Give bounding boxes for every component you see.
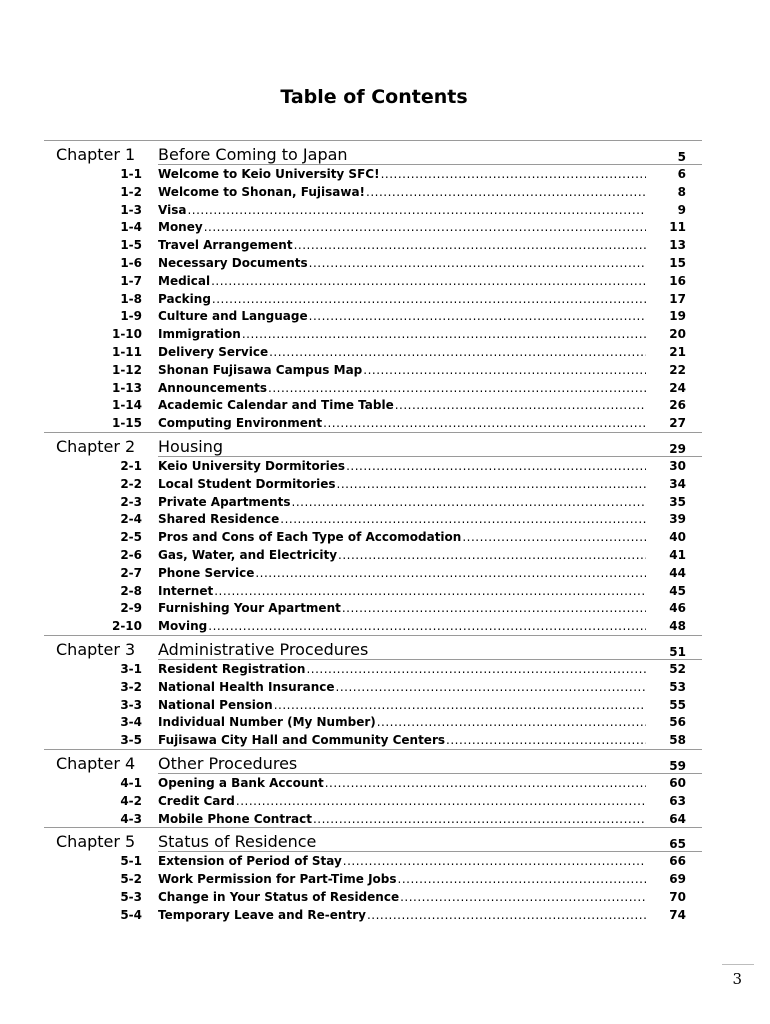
section-number: 1-7 <box>120 273 142 288</box>
section-title: Money <box>158 220 203 235</box>
section-page: 53 <box>669 679 686 694</box>
section-number: 2-7 <box>120 565 142 580</box>
section-leader <box>158 584 646 598</box>
section-number: 2-4 <box>120 512 142 527</box>
section-title: Computing Environment <box>158 416 323 431</box>
section-title: Pros and Cons of Each Type of Accomodation <box>158 530 462 545</box>
section-title: Extension of Period of Stay <box>158 854 342 869</box>
section-leader <box>158 203 646 217</box>
section-title: Delivery Service <box>158 344 269 359</box>
chapter-title: Other Procedures <box>158 753 298 773</box>
toc-entry[interactable] <box>44 774 702 792</box>
section-title: Change in Your Status of Residence <box>158 889 400 904</box>
section-title: Temporary Leave and Re-entry <box>158 907 366 922</box>
section-number: 2-9 <box>120 601 142 616</box>
section-title: Opening a Bank Account <box>158 775 324 790</box>
page-title: Table of Contents <box>280 86 468 108</box>
section-title: Moving <box>158 619 208 634</box>
section-page: 35 <box>669 494 686 509</box>
chapter-heading[interactable] <box>44 432 702 457</box>
toc-entry[interactable] <box>44 325 702 343</box>
toc-entry[interactable] <box>44 510 702 528</box>
chapter-title: Before Coming to Japan <box>158 145 348 164</box>
section-number: 3-2 <box>120 679 142 694</box>
toc-entry[interactable] <box>44 599 702 617</box>
footer-divider <box>722 964 754 965</box>
section-title: Necessary Documents <box>158 255 308 270</box>
toc-entry[interactable] <box>44 906 702 924</box>
section-number: 4-3 <box>120 811 142 826</box>
section-page: 6 <box>677 167 686 181</box>
section-number: 2-3 <box>120 494 142 509</box>
section-number: 3-5 <box>120 733 142 748</box>
section-title: Packing <box>158 291 211 306</box>
section-leader <box>158 854 646 868</box>
section-leader <box>158 812 646 826</box>
section-leader <box>158 345 646 359</box>
section-number: 4-1 <box>120 775 142 790</box>
section-title: National Pension <box>158 697 273 712</box>
toc-entry[interactable] <box>44 201 702 219</box>
section-title: Credit Card <box>158 793 235 808</box>
section-title: Culture and Language <box>158 309 308 324</box>
section-leader <box>158 601 646 615</box>
section-number: 5-3 <box>120 889 142 904</box>
section-title: Shonan Fujisawa Campus Map <box>158 362 363 377</box>
toc-entry[interactable] <box>44 678 702 696</box>
toc-entry[interactable] <box>44 254 702 272</box>
section-number: 1-3 <box>120 202 142 217</box>
section-number: 3-3 <box>120 697 142 712</box>
section-page: 16 <box>669 273 686 288</box>
section-page: 13 <box>669 238 686 253</box>
section-number: 5-4 <box>120 907 142 922</box>
toc-entry[interactable] <box>44 343 702 361</box>
section-number: 1-2 <box>120 184 142 199</box>
section-leader <box>158 908 646 922</box>
section-leader <box>158 274 646 288</box>
section-page: 9 <box>677 202 686 217</box>
section-leader <box>158 238 646 252</box>
toc-entry[interactable] <box>44 582 702 600</box>
section-page: 26 <box>669 398 686 413</box>
section-number: 1-13 <box>111 380 142 395</box>
section-number: 1-4 <box>120 220 142 235</box>
section-leader <box>158 512 646 526</box>
section-title: Announcements <box>158 380 268 395</box>
section-leader <box>158 381 646 395</box>
chapter-label: Chapter 1 <box>56 145 136 164</box>
toc-entry[interactable] <box>44 660 702 678</box>
toc-entry[interactable] <box>44 379 702 397</box>
section-number: 5-1 <box>120 854 142 869</box>
section-leader <box>158 459 646 473</box>
section-title: Welcome to Keio University SFC! <box>158 167 380 181</box>
chapter-heading[interactable] <box>44 635 702 660</box>
toc-entry[interactable] <box>44 290 702 308</box>
section-page: 58 <box>669 733 686 748</box>
section-number: 1-11 <box>111 344 142 359</box>
section-page: 17 <box>669 291 686 306</box>
section-title: National Health Insurance <box>158 679 335 694</box>
section-title: Medical <box>158 273 211 288</box>
section-page: 55 <box>669 697 686 712</box>
section-title: Phone Service <box>158 565 255 580</box>
toc-entry[interactable] <box>44 696 702 714</box>
section-page: 19 <box>669 309 686 324</box>
section-page: 48 <box>669 619 686 634</box>
toc-entry[interactable] <box>44 852 702 870</box>
section-leader <box>158 890 646 904</box>
section-leader <box>158 715 646 729</box>
toc-entry[interactable] <box>44 731 702 749</box>
section-page: 45 <box>669 583 686 598</box>
toc-entry[interactable] <box>44 307 702 325</box>
chapter-page: 59 <box>669 758 686 773</box>
section-number: 2-8 <box>120 583 142 598</box>
section-title: Academic Calendar and Time Table <box>158 398 394 413</box>
chapter-page: 51 <box>669 644 686 659</box>
chapter-title: Administrative Procedures <box>158 639 369 659</box>
section-leader <box>158 566 646 580</box>
table-of-contents <box>44 140 702 923</box>
section-page: 22 <box>669 362 686 377</box>
section-page: 15 <box>669 255 686 270</box>
section-number: 1-12 <box>111 362 142 377</box>
section-page: 11 <box>669 220 686 235</box>
section-number: 4-2 <box>120 793 142 808</box>
section-page: 52 <box>669 661 686 676</box>
section-leader <box>158 363 646 377</box>
section-title: Welcome to Shonan, Fujisawa! <box>158 184 366 199</box>
section-leader <box>158 733 646 747</box>
section-number: 1-6 <box>120 255 142 270</box>
toc-entry[interactable] <box>44 546 702 564</box>
chapter-title: Housing <box>158 436 224 456</box>
toc-entry[interactable] <box>44 414 702 432</box>
section-leader <box>158 327 646 341</box>
chapter-heading[interactable] <box>44 749 702 774</box>
section-number: 3-4 <box>120 715 142 730</box>
section-leader <box>158 619 646 633</box>
section-number: 5-2 <box>120 872 142 887</box>
section-leader <box>158 794 646 808</box>
section-title: Gas, Water, and Electricity <box>158 547 338 562</box>
section-page: 41 <box>669 547 686 562</box>
section-page: 70 <box>669 889 686 904</box>
section-leader <box>158 416 646 430</box>
section-leader <box>158 530 646 544</box>
toc-entry[interactable] <box>44 493 702 511</box>
section-leader <box>158 398 646 412</box>
section-leader <box>158 256 646 270</box>
section-page: 74 <box>669 907 686 922</box>
section-page: 64 <box>669 811 686 826</box>
section-title: Immigration <box>158 327 241 342</box>
toc-entry[interactable] <box>44 396 702 414</box>
section-leader <box>158 776 646 790</box>
section-leader <box>158 495 646 509</box>
section-page: 24 <box>669 380 686 395</box>
toc-entry[interactable] <box>44 528 702 546</box>
section-title: Visa <box>158 202 187 217</box>
page-number: 3 <box>732 970 742 988</box>
section-number: 2-1 <box>120 458 142 473</box>
section-number: 1-8 <box>120 291 142 306</box>
section-leader <box>158 185 646 199</box>
section-title: Work Permission for Part-Time Jobs <box>158 872 397 887</box>
chapter-page: 29 <box>669 441 686 456</box>
section-page: 66 <box>669 854 686 869</box>
chapter-title: Status of Residence <box>158 832 317 852</box>
section-leader <box>158 220 646 234</box>
section-page: 63 <box>669 793 686 808</box>
section-page: 8 <box>677 184 686 199</box>
section-page: 46 <box>669 601 686 616</box>
section-page: 20 <box>669 327 686 342</box>
chapter-label: Chapter 2 <box>56 436 136 456</box>
section-page: 39 <box>669 512 686 527</box>
toc-entry[interactable] <box>44 870 702 888</box>
section-leader <box>158 662 646 676</box>
section-number: 2-5 <box>120 530 142 545</box>
section-number: 2-10 <box>111 619 142 634</box>
section-title: Keio University Dormitories <box>158 458 346 473</box>
chapter-heading[interactable] <box>44 140 702 165</box>
section-page: 27 <box>669 416 686 431</box>
section-page: 56 <box>669 715 686 730</box>
section-title: Individual Number (My Number) <box>158 715 376 730</box>
section-number: 1-10 <box>111 327 142 342</box>
section-title: Local Student Dormitories <box>158 476 336 491</box>
toc-entry[interactable] <box>44 361 702 379</box>
section-page: 44 <box>669 565 686 580</box>
toc-entry[interactable] <box>44 810 702 828</box>
section-number: 3-1 <box>120 661 142 676</box>
section-leader <box>158 548 646 562</box>
toc-entry[interactable] <box>44 475 702 493</box>
section-leader <box>158 680 646 694</box>
section-leader <box>158 698 646 712</box>
chapter-label: Chapter 5 <box>56 832 136 852</box>
section-title: Private Apartments <box>158 494 291 509</box>
toc-entry[interactable] <box>44 617 702 635</box>
toc-entry[interactable] <box>44 165 702 183</box>
section-title: Shared Residence <box>158 512 280 527</box>
chapter-page: 65 <box>669 837 686 852</box>
section-number: 1-15 <box>111 416 142 431</box>
section-leader <box>158 167 646 181</box>
toc-entry[interactable] <box>44 888 702 906</box>
section-leader <box>158 872 646 886</box>
section-page: 34 <box>669 476 686 491</box>
section-title: Internet <box>158 583 214 598</box>
section-number: 1-9 <box>120 309 142 324</box>
toc-entry[interactable] <box>44 457 702 475</box>
toc-entry[interactable] <box>44 183 702 201</box>
toc-entry[interactable] <box>44 713 702 731</box>
toc-entry[interactable] <box>44 564 702 582</box>
section-title: Mobile Phone Contract <box>158 811 312 826</box>
section-page: 60 <box>669 775 686 790</box>
section-number: 2-2 <box>120 476 142 491</box>
section-leader <box>158 309 646 323</box>
section-page: 30 <box>669 458 686 473</box>
chapter-label: Chapter 4 <box>56 753 136 773</box>
section-page: 21 <box>669 344 686 359</box>
section-number: 2-6 <box>120 547 142 562</box>
section-leader <box>158 292 646 306</box>
toc-entry[interactable] <box>44 236 702 254</box>
section-leader <box>158 477 646 491</box>
toc-entry[interactable] <box>44 792 702 810</box>
section-title: Resident Registration <box>158 661 306 676</box>
section-page: 40 <box>669 530 686 545</box>
section-title: Travel Arrangement <box>158 238 293 253</box>
section-title: Fujisawa City Hall and Community Centers <box>158 733 445 748</box>
chapter-page: 5 <box>677 150 686 164</box>
toc-entry[interactable] <box>44 272 702 290</box>
section-number: 1-5 <box>120 238 142 253</box>
section-page: 69 <box>669 872 686 887</box>
section-number: 1-1 <box>120 167 142 181</box>
chapter-heading[interactable] <box>44 827 702 852</box>
toc-entry[interactable] <box>44 218 702 236</box>
section-title: Furnishing Your Apartment <box>158 601 341 616</box>
chapter-label: Chapter 3 <box>56 639 136 659</box>
section-number: 1-14 <box>111 398 142 413</box>
